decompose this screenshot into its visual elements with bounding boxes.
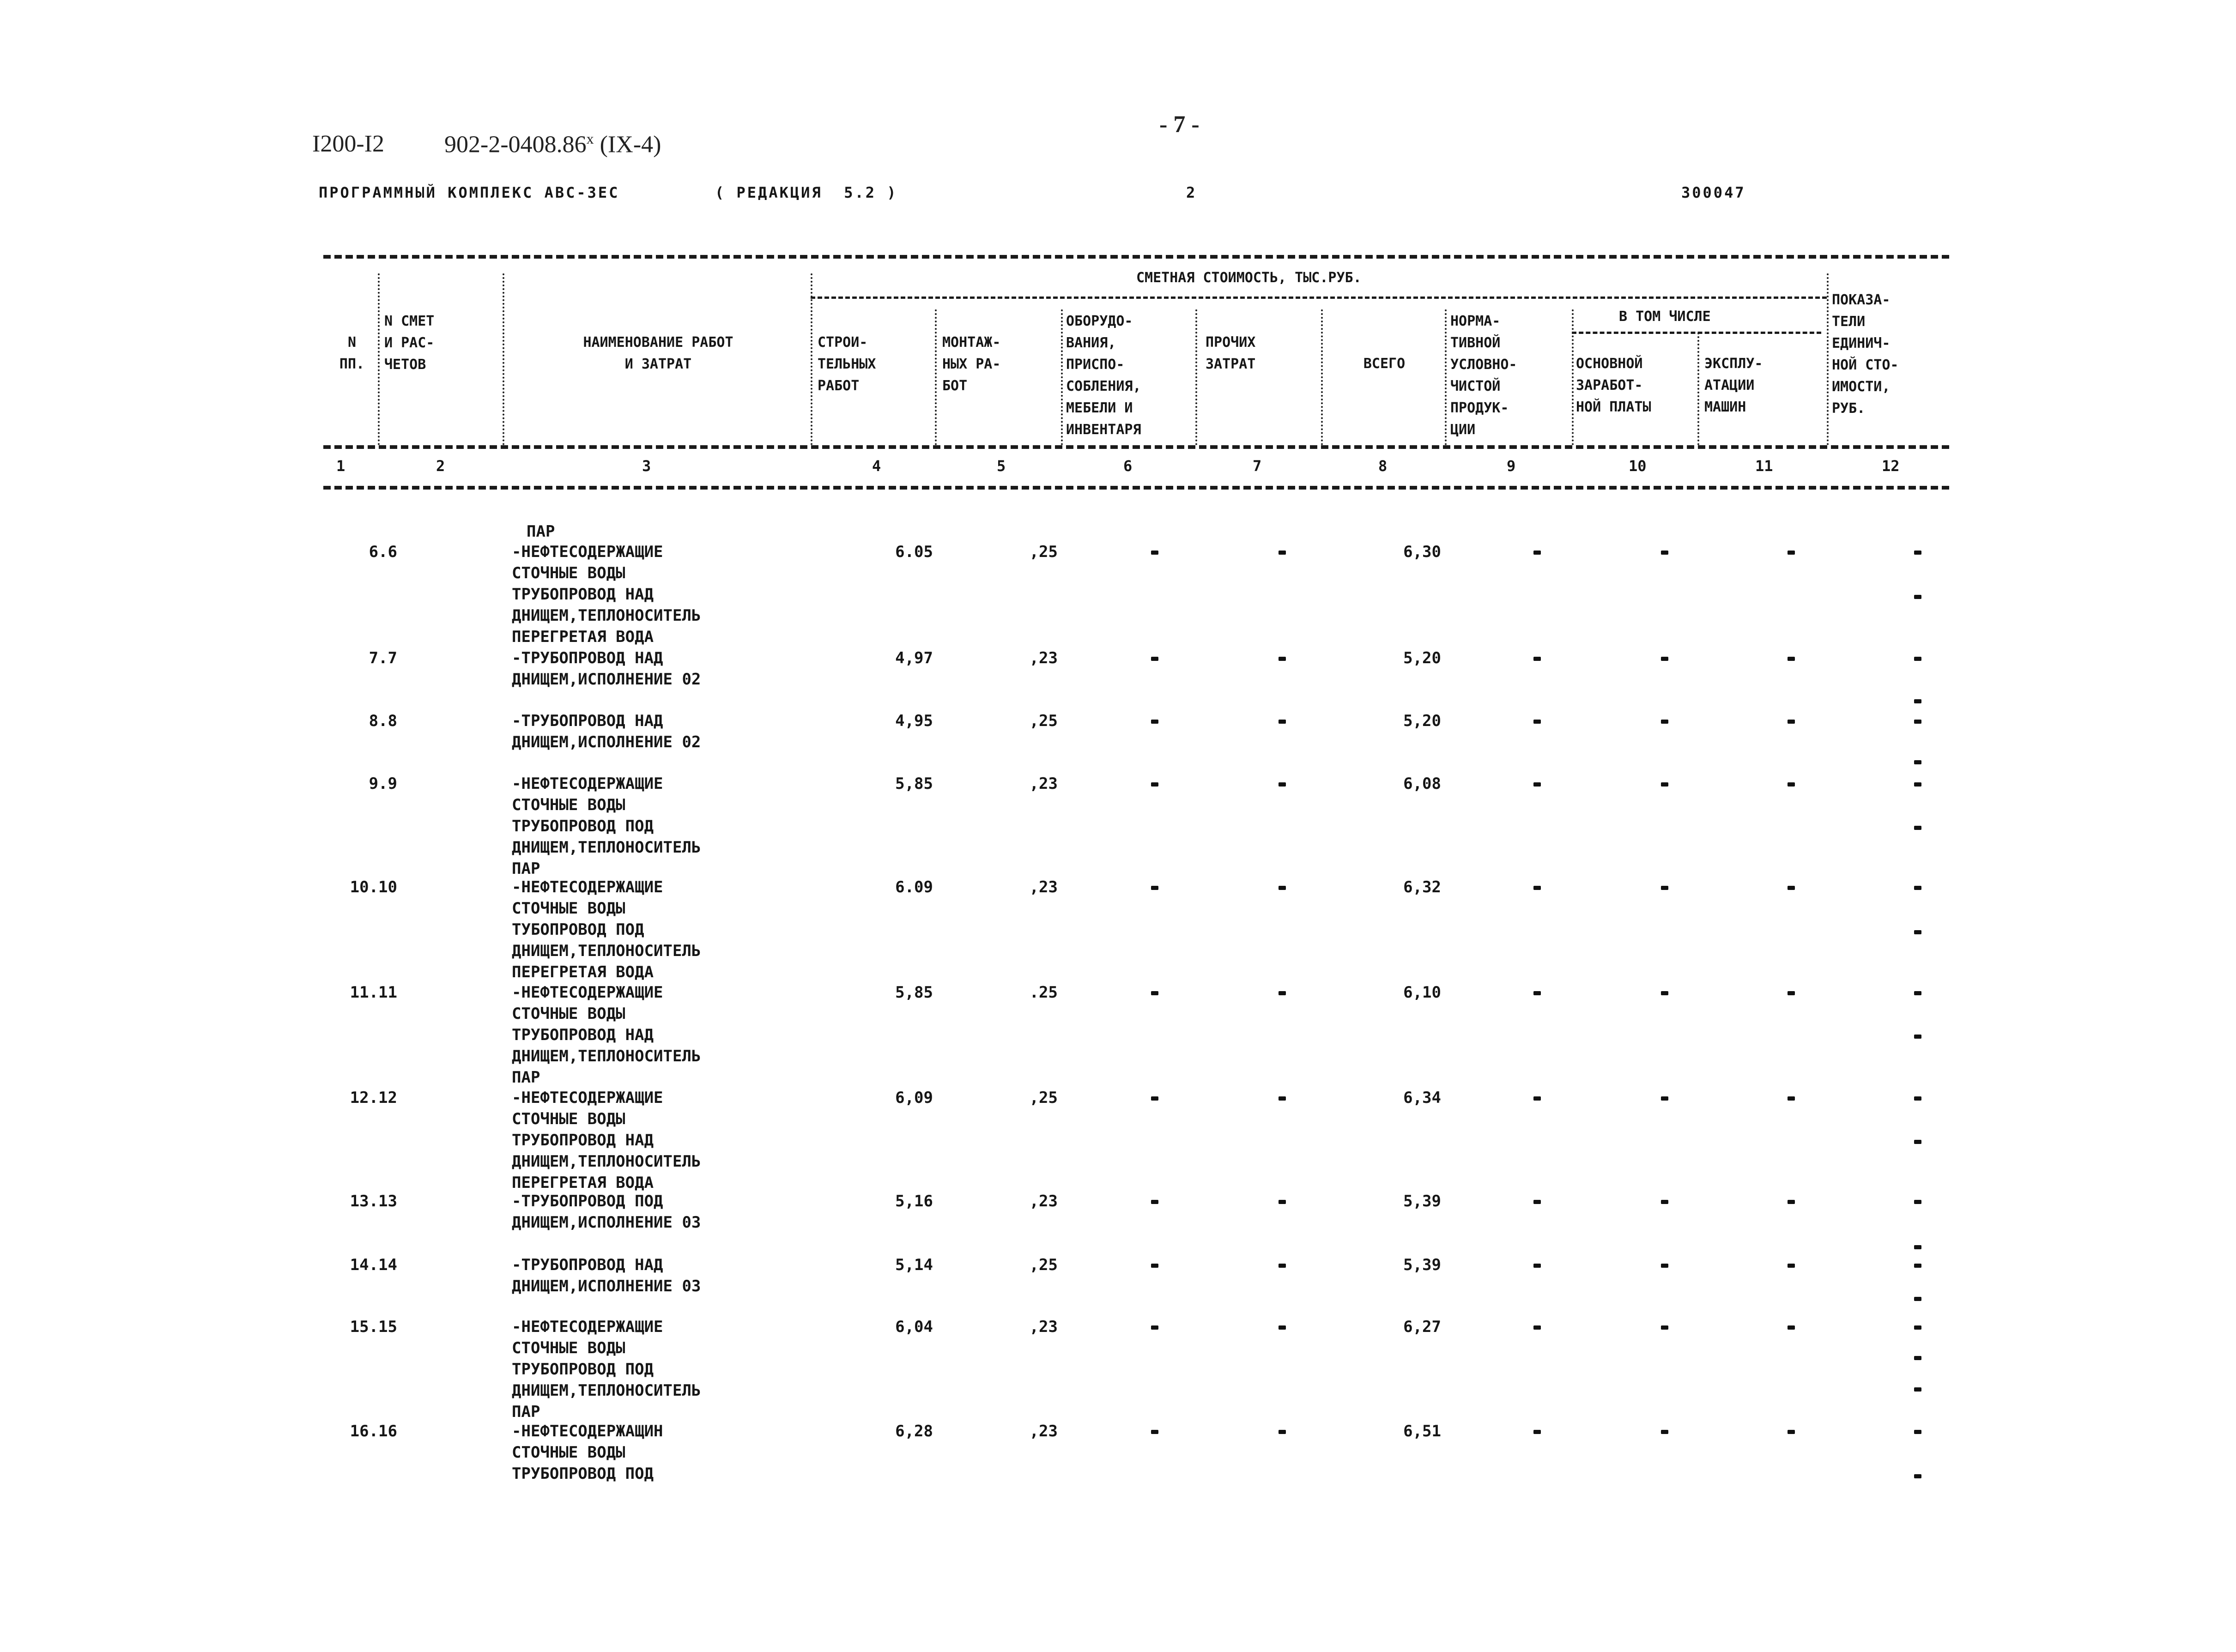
installation-cost: .25 <box>1029 983 1058 1002</box>
work-name: -ТРУБОПРОВОД НАД ДНИЩЕМ,ИСПОЛНЕНИЕ 02 <box>512 712 701 751</box>
doc-reference <box>444 130 661 158</box>
empty-value-dash <box>1914 760 1921 764</box>
installation-cost: ,25 <box>1029 712 1058 730</box>
doc-variant: (IX-4) <box>600 131 661 158</box>
empty-value-dash <box>1279 1096 1286 1101</box>
construction-cost: 4,95 <box>895 712 933 730</box>
header-base-salary: ОСНОВНОЙ ЗАРАБОТ- НОЙ ПЛАТЫ <box>1576 356 1651 415</box>
empty-value-dash <box>1788 886 1795 890</box>
empty-value-dash <box>1788 1096 1795 1101</box>
installation-cost: ,23 <box>1029 775 1058 793</box>
construction-cost: 6,28 <box>895 1422 933 1440</box>
row-number: 12.12 <box>350 1089 397 1107</box>
empty-value-dash <box>1279 720 1286 724</box>
sheet-number: 2 <box>1186 184 1197 201</box>
group-header-estimated-cost: СМЕТНАЯ СТОИМОСТЬ, ТЫС.РУБ. <box>1136 270 1362 286</box>
empty-value-dash <box>1914 1387 1921 1392</box>
empty-value-dash <box>1661 1200 1668 1204</box>
empty-value-dash <box>1279 551 1286 555</box>
empty-value-dash <box>1533 991 1541 995</box>
column-number: 5 <box>997 457 1006 475</box>
col-separator <box>1061 309 1063 445</box>
empty-value-dash <box>1914 930 1921 934</box>
empty-value-dash <box>1279 1200 1286 1204</box>
empty-value-dash <box>1151 782 1158 787</box>
total-cost: 6,08 <box>1403 775 1441 793</box>
empty-value-dash <box>1788 657 1795 661</box>
empty-value-dash <box>1788 551 1795 555</box>
construction-cost: 4,97 <box>895 649 933 667</box>
colnum-bottom-rule <box>323 486 1949 490</box>
empty-value-dash <box>1661 1264 1668 1268</box>
empty-value-dash <box>1914 699 1921 703</box>
col-separator <box>503 273 504 445</box>
continuation-line: ПАР <box>527 522 555 541</box>
header-normative-production: НОРМА- ТИВНОЙ УСЛОВНО- ЧИСТОЙ ПРОДУК- ЦИИ <box>1450 313 1517 438</box>
col-separator <box>935 309 937 445</box>
row-number: 7.7 <box>369 649 397 667</box>
empty-value-dash <box>1279 1325 1286 1330</box>
table-top-rule <box>323 255 1949 259</box>
installation-cost: ,23 <box>1029 878 1058 896</box>
empty-value-dash <box>1533 886 1541 890</box>
empty-value-dash <box>1279 886 1286 890</box>
construction-cost: 5,16 <box>895 1192 933 1210</box>
total-cost: 5,20 <box>1403 712 1441 730</box>
col-separator <box>1195 309 1197 445</box>
row-number: 6.6 <box>369 543 397 561</box>
column-number: 9 <box>1507 457 1516 475</box>
empty-value-dash <box>1914 1096 1921 1101</box>
col-separator <box>1572 309 1574 445</box>
empty-value-dash <box>1151 886 1158 890</box>
work-name: -НЕФТЕСОДЕРЖАЩИЕ СТОЧНЫЕ ВОДЫ ТРУБОПРОВОД НАД ДНИЩЕМ,ТЕПЛОНОСИТЕЛЬ ПЕРЕГРЕТАЯ ВОДА <box>512 543 701 646</box>
empty-value-dash <box>1914 1200 1921 1204</box>
empty-value-dash <box>1914 1035 1921 1039</box>
empty-value-dash <box>1914 551 1921 555</box>
empty-value-dash <box>1279 1264 1286 1268</box>
total-cost: 5,39 <box>1403 1192 1441 1210</box>
doc-ref-superscript: x <box>586 130 594 147</box>
empty-value-dash <box>1788 991 1795 995</box>
empty-value-dash <box>1279 657 1286 661</box>
installation-cost: ,23 <box>1029 1422 1058 1440</box>
empty-value-dash <box>1914 1140 1921 1144</box>
empty-value-dash <box>1279 1430 1286 1434</box>
empty-value-dash <box>1279 991 1286 995</box>
group-header-rule <box>811 297 1827 299</box>
page-number: - 7 - <box>1159 111 1200 138</box>
doc-ref-number: 902-2-0408.86 <box>444 131 587 158</box>
empty-value-dash <box>1788 1200 1795 1204</box>
work-name: -НЕФТЕСОДЕРЖАЩИЕ СТОЧНЫЕ ВОДЫ ТРУБОПРОВОД НАД ДНИЩЕМ,ТЕПЛОНОСИТЕЛЬ ПЕРЕГРЕТАЯ ВОДА <box>512 1089 701 1192</box>
header-machine-operation: ЭКСПЛУ- АТАЦИИ МАШИН <box>1704 356 1763 415</box>
total-cost: 5,39 <box>1403 1256 1441 1274</box>
total-cost: 6,10 <box>1403 983 1441 1002</box>
empty-value-dash <box>1533 1096 1541 1101</box>
row-number: 8.8 <box>369 712 397 730</box>
empty-value-dash <box>1279 782 1286 787</box>
work-name: -НЕФТЕСОДЕРЖАЩИЕ СТОЧНЫЕ ВОДЫ ТУБОПРОВОД ПОД ДНИЩЕМ,ТЕПЛОНОСИТЕЛЬ ПЕРЕГРЕТАЯ ВОДА <box>512 878 701 981</box>
header-work-name: НАИМЕНОВАНИЕ РАБОТ И ЗАТРАТ <box>583 334 733 372</box>
row-number: 13.13 <box>350 1192 397 1210</box>
header-equipment: ОБОРУДО- ВАНИЯ, ПРИСПО- СОБЛЕНИЯ, МЕБЕЛИ И ИНВЕНТАРЯ <box>1066 313 1141 438</box>
installation-cost: ,25 <box>1029 1256 1058 1274</box>
header-installation: МОНТАЖ- НЫХ РА- БОТ <box>942 334 1001 394</box>
empty-value-dash <box>1151 991 1158 995</box>
total-cost: 6,51 <box>1403 1422 1441 1440</box>
column-number: 7 <box>1253 457 1262 475</box>
empty-value-dash <box>1914 782 1921 787</box>
empty-value-dash <box>1661 991 1668 995</box>
installation-cost: ,25 <box>1029 543 1058 561</box>
program-code: 300047 <box>1681 184 1746 201</box>
program-edition: ( РЕДАКЦИЯ 5.2 ) <box>715 184 898 201</box>
empty-value-dash <box>1914 1430 1921 1434</box>
column-number: 10 <box>1629 457 1647 475</box>
construction-cost: 5,85 <box>895 775 933 793</box>
column-number: 1 <box>336 457 345 475</box>
empty-value-dash <box>1661 1430 1668 1434</box>
row-number: 9.9 <box>369 775 397 793</box>
including-header-rule <box>1572 332 1821 334</box>
installation-cost: ,25 <box>1029 1089 1058 1107</box>
empty-value-dash <box>1533 720 1541 724</box>
column-number: 2 <box>436 457 445 475</box>
col-separator <box>1321 309 1323 445</box>
installation-cost: ,23 <box>1029 1318 1058 1336</box>
group-header-including: В ТОМ ЧИСЛЕ <box>1619 309 1711 325</box>
total-cost: 6,27 <box>1403 1318 1441 1336</box>
column-number: 8 <box>1378 457 1388 475</box>
empty-value-dash <box>1661 886 1668 890</box>
work-name: -НЕФТЕСОДЕРЖАЩИЕ СТОЧНЫЕ ВОДЫ ТРУБОПРОВОД ПОД ДНИЩЕМ,ТЕПЛОНОСИТЕЛЬ ПАР <box>512 1318 701 1421</box>
work-name: -НЕФТЕСОДЕРЖАЩИЕ СТОЧНЫЕ ВОДЫ ТРУБОПРОВОД ПОД ДНИЩЕМ,ТЕПЛОНОСИТЕЛЬ ПАР <box>512 775 701 878</box>
construction-cost: 6.09 <box>895 878 933 896</box>
empty-value-dash <box>1788 782 1795 787</box>
empty-value-dash <box>1151 1200 1158 1204</box>
empty-value-dash <box>1151 1430 1158 1434</box>
total-cost: 6,34 <box>1403 1089 1441 1107</box>
header-total: ВСЕГО <box>1363 356 1406 372</box>
empty-value-dash <box>1914 1245 1921 1249</box>
construction-cost: 6,04 <box>895 1318 933 1336</box>
empty-value-dash <box>1151 1325 1158 1330</box>
header-other-costs: ПРОЧИХ ЗАТРАТ <box>1206 334 1256 372</box>
empty-value-dash <box>1533 1264 1541 1268</box>
work-name: -ТРУБОПРОВОД НАД ДНИЩЕМ,ИСПОЛНЕНИЕ 02 <box>512 649 701 689</box>
empty-value-dash <box>1661 1325 1668 1330</box>
col-separator <box>811 273 812 445</box>
empty-value-dash <box>1914 886 1921 890</box>
empty-value-dash <box>1661 1096 1668 1101</box>
installation-cost: ,23 <box>1029 1192 1058 1210</box>
empty-value-dash <box>1151 657 1158 661</box>
empty-value-dash <box>1533 657 1541 661</box>
empty-value-dash <box>1151 551 1158 555</box>
empty-value-dash <box>1914 595 1921 599</box>
row-number: 11.11 <box>350 983 397 1002</box>
empty-value-dash <box>1914 1325 1921 1330</box>
work-name: -НЕФТЕСОДЕРЖАЩИН СТОЧНЫЕ ВОДЫ ТРУБОПРОВОД ПОД <box>512 1422 663 1483</box>
empty-value-dash <box>1151 720 1158 724</box>
construction-cost: 5,85 <box>895 983 933 1002</box>
empty-value-dash <box>1914 991 1921 995</box>
row-number: 16.16 <box>350 1422 397 1440</box>
empty-value-dash <box>1914 1356 1921 1360</box>
column-number: 12 <box>1882 457 1900 475</box>
empty-value-dash <box>1661 657 1668 661</box>
empty-value-dash <box>1914 826 1921 830</box>
program-title: ПРОГРАММНЫЙ КОМПЛЕКС АВС-ЗЕС <box>319 184 620 201</box>
empty-value-dash <box>1151 1096 1158 1101</box>
column-number: 3 <box>642 457 651 475</box>
installation-cost: ,23 <box>1029 649 1058 667</box>
doc-code: I200-I2 <box>312 131 384 157</box>
construction-cost: 5,14 <box>895 1256 933 1274</box>
column-number: 4 <box>872 457 881 475</box>
empty-value-dash <box>1788 720 1795 724</box>
empty-value-dash <box>1533 1200 1541 1204</box>
empty-value-dash <box>1788 1430 1795 1434</box>
total-cost: 6,32 <box>1403 878 1441 896</box>
empty-value-dash <box>1914 1474 1921 1478</box>
empty-value-dash <box>1914 1297 1921 1301</box>
total-cost: 5,20 <box>1403 649 1441 667</box>
empty-value-dash <box>1914 657 1921 661</box>
empty-value-dash <box>1661 720 1668 724</box>
empty-value-dash <box>1533 1325 1541 1330</box>
empty-value-dash <box>1914 1264 1921 1268</box>
row-number: 15.15 <box>350 1318 397 1336</box>
header-bottom-rule <box>323 445 1949 449</box>
work-name: -ТРУБОПРОВОД ПОД ДНИЩЕМ,ИСПОЛНЕНИЕ 03 <box>512 1192 701 1232</box>
column-number: 11 <box>1755 457 1773 475</box>
empty-value-dash <box>1533 782 1541 787</box>
empty-value-dash <box>1533 1430 1541 1434</box>
col-separator <box>378 273 380 445</box>
header-construction: СТРОИ- ТЕЛЬНЫХ РАБОТ <box>818 334 876 394</box>
empty-value-dash <box>1661 782 1668 787</box>
header-unit-cost: ПОКАЗА- ТЕЛИ ЕДИНИЧ- НОЙ СТО- ИМОСТИ, РУБ. <box>1832 292 1899 417</box>
work-name: -НЕФТЕСОДЕРЖАЩИЕ СТОЧНЫЕ ВОДЫ ТРУБОПРОВОД НАД ДНИЩЕМ,ТЕПЛОНОСИТЕЛЬ ПАР <box>512 983 701 1087</box>
column-number: 6 <box>1123 457 1133 475</box>
empty-value-dash <box>1914 720 1921 724</box>
construction-cost: 6.05 <box>895 543 933 561</box>
col-separator <box>1697 333 1699 445</box>
empty-value-dash <box>1788 1264 1795 1268</box>
row-number: 10.10 <box>350 878 397 896</box>
total-cost: 6,30 <box>1403 543 1441 561</box>
header-row-number: N ПП. <box>339 334 365 372</box>
empty-value-dash <box>1151 1264 1158 1268</box>
header-estimate-number: N СМЕТ И РАС- ЧЕТОВ <box>384 313 435 373</box>
col-separator <box>1827 273 1829 445</box>
row-number: 14.14 <box>350 1256 397 1274</box>
col-separator <box>1445 309 1447 445</box>
empty-value-dash <box>1788 1325 1795 1330</box>
empty-value-dash <box>1661 551 1668 555</box>
construction-cost: 6,09 <box>895 1089 933 1107</box>
work-name: -ТРУБОПРОВОД НАД ДНИЩЕМ,ИСПОЛНЕНИЕ 03 <box>512 1256 701 1295</box>
empty-value-dash <box>1533 551 1541 555</box>
